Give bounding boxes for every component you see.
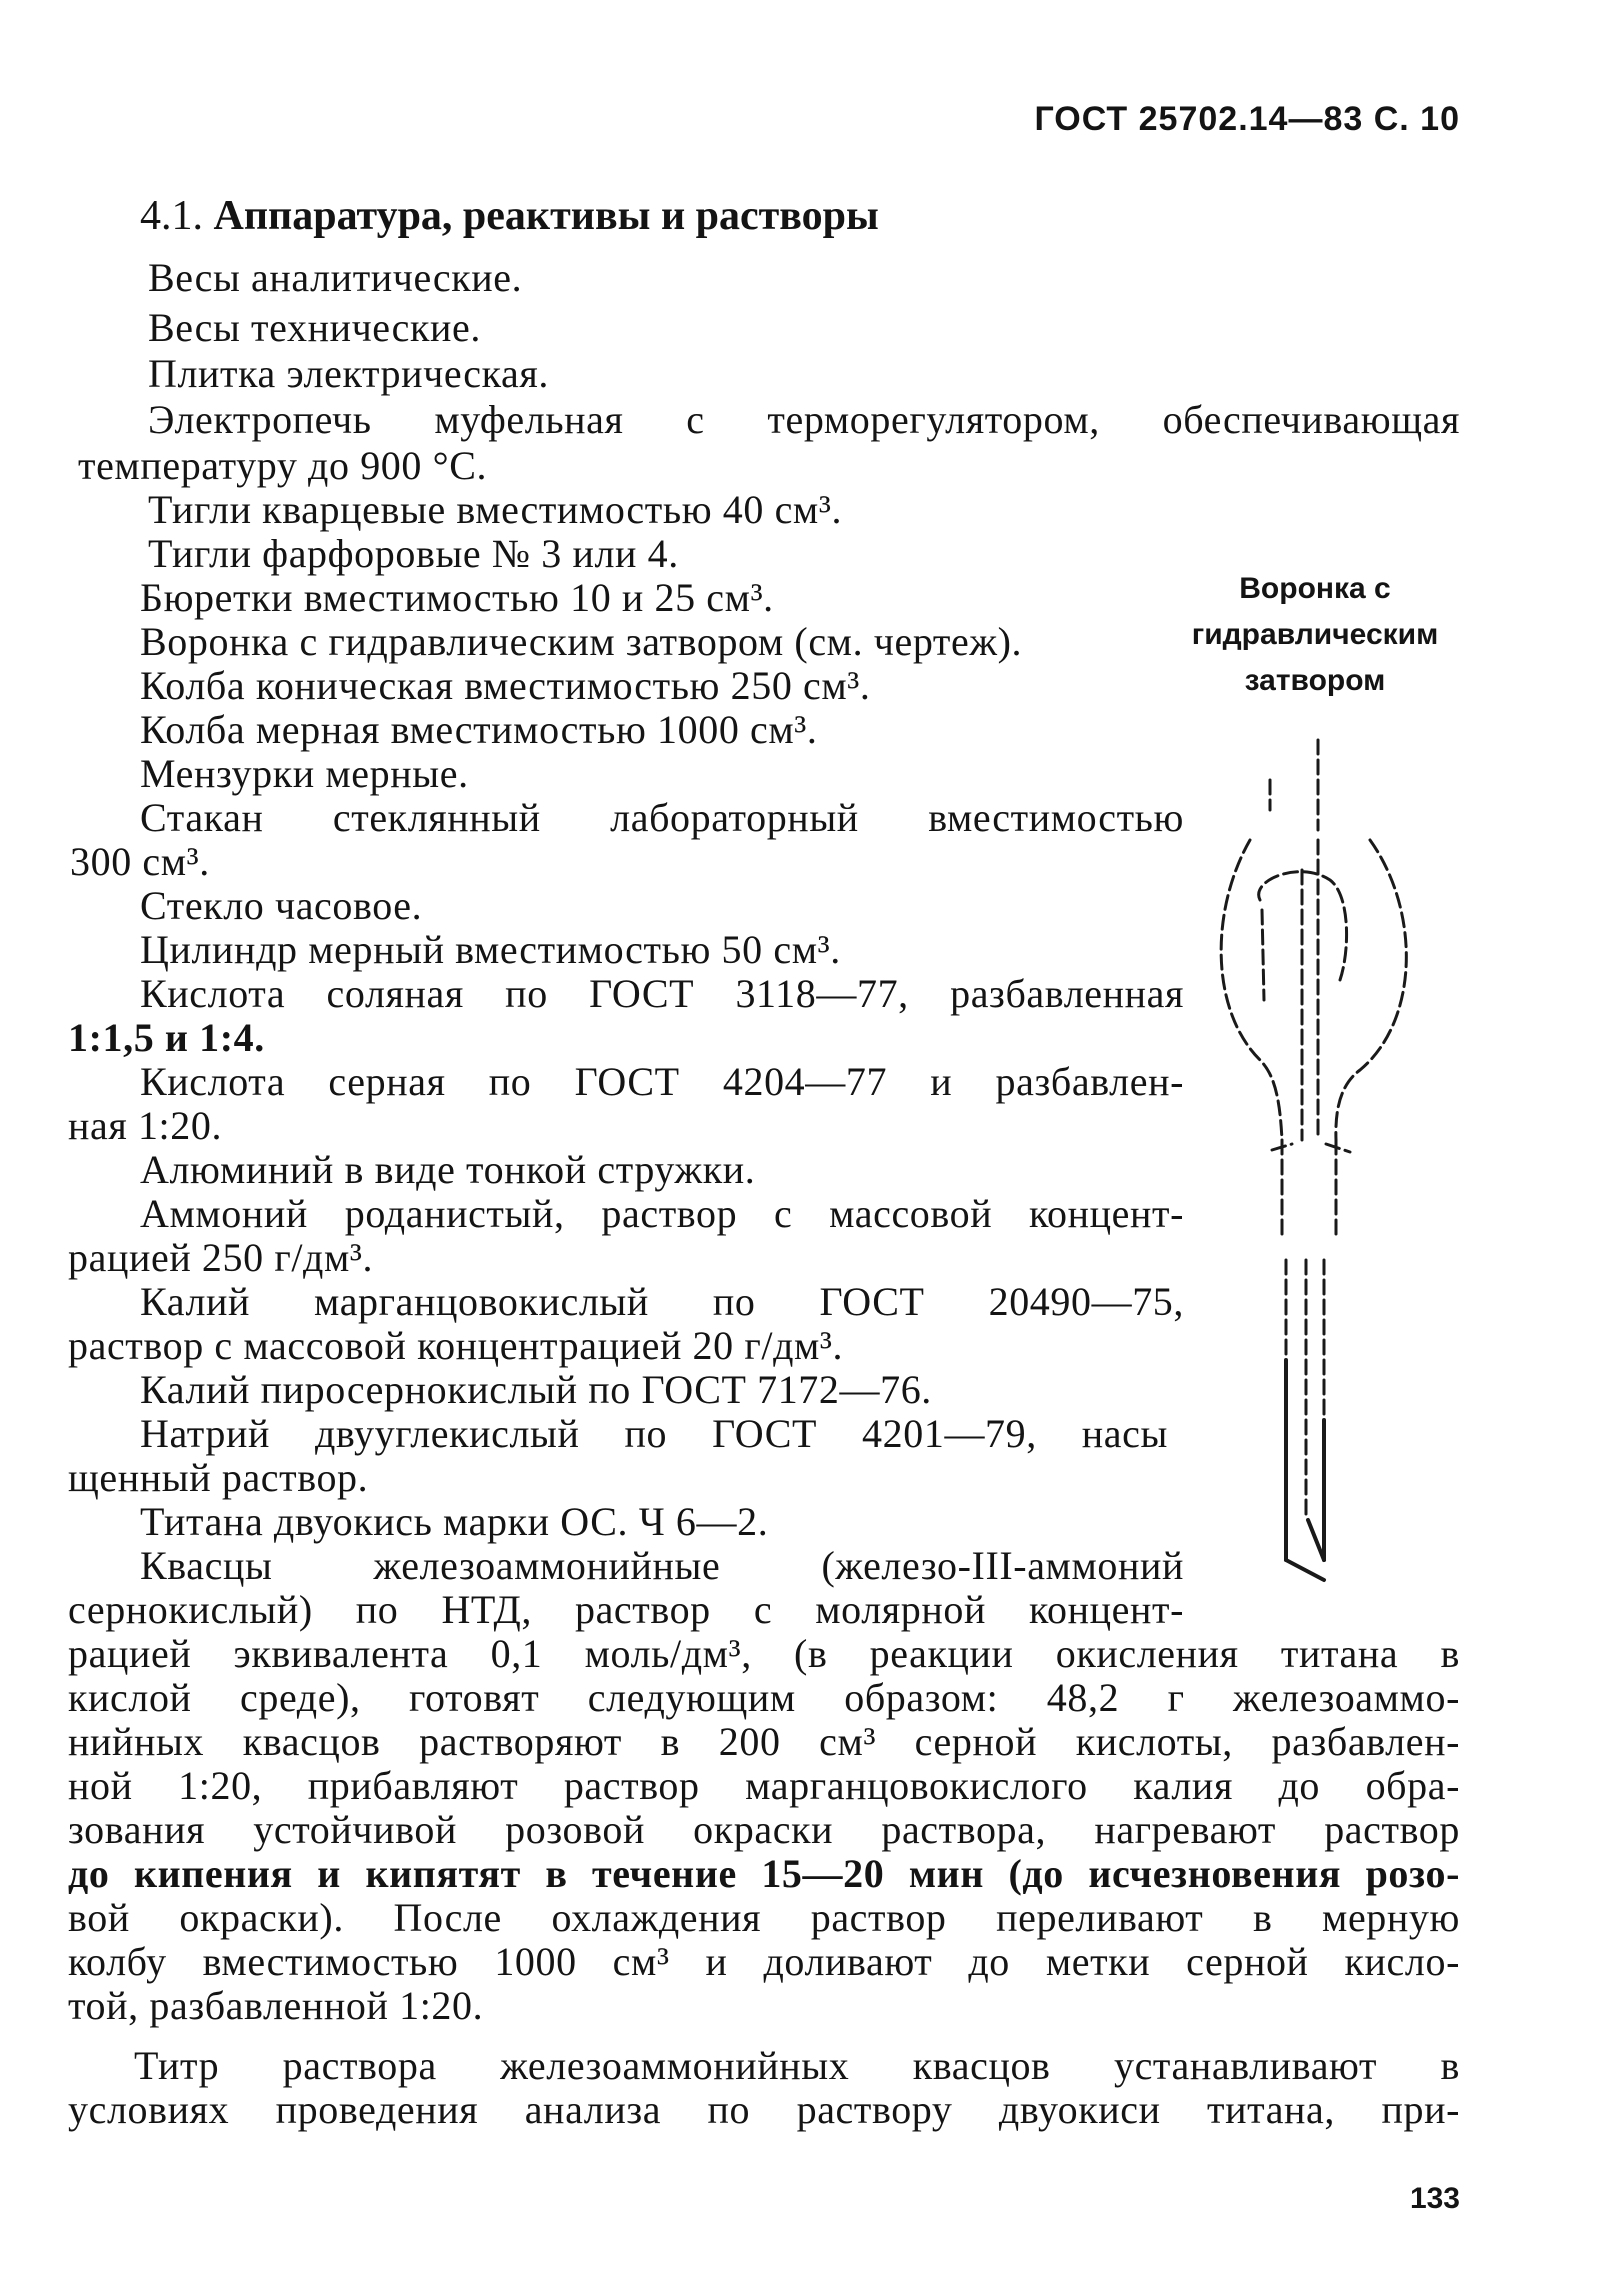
text-line: Титр раствора железоаммонийных квасцов устанавливают в [134,2043,1460,2088]
text-line: до кипения и кипятят в течение 15—20 мин (до исчезновения розо- [68,1851,1460,1896]
funnel-drawing [1190,720,1430,1600]
text-line: условиях проведения анализа по раствору двуокиси титана, при- [68,2087,1460,2132]
section-number: 4.1. [140,193,203,239]
text-line: Колба мерная вместимостью 1000 см³. [140,707,818,752]
caption-line: Воронка с [1239,572,1391,605]
text-line: Весы технические. [148,305,481,350]
text-line: вой окраски). После охлаждения раствор переливают в мерную [68,1895,1460,1940]
text-line: Воронка с гидравлическим затвором (см. чертеж). [140,619,1023,664]
text-line: 1:1,5 и 1:4. [68,1015,265,1060]
text-line: Тигли кварцевые вместимостью 40 см³. [148,487,843,532]
page-number: 133 [1409,2182,1460,2215]
text-line: Титана двуокись марки ОС. Ч 6—2. [140,1499,769,1544]
text-line: ная 1:20. [68,1103,223,1148]
caption-line: гидравлическим [1191,618,1439,651]
text-line: Весы аналитические. [148,255,523,300]
text-line: Электропечь муфельная с терморегулятором, обеспечивающая [148,397,1460,442]
text-line: 300 см³. [70,839,210,884]
text-line: Кислота серная по ГОСТ 4204—77 и разбавлен- [140,1059,1184,1104]
text-line: Мензурки мерные. [140,751,469,796]
text-line: колбу вместимостью 1000 см³ и доливают до метки серной кисло- [68,1939,1460,1984]
text-line: раствор с массовой концентрацией 20 г/дм³. [68,1323,844,1368]
text-line: Квасцы железоаммонийные (железо-III-аммоний [140,1543,1184,1588]
page-header: ГОСТ 25702.14—83 С. 10 [1034,100,1460,138]
text-line: той, разбавленной 1:20. [68,1983,484,2028]
text-line: нийных квасцов растворяют в 200 см³ серной кислоты, разбавлен- [68,1719,1460,1764]
text-line: температуру до 900 °С. [78,443,488,488]
text-line: Цилиндр мерный вместимостью 50 см³. [140,927,841,972]
text-line: Колба коническая вместимостью 250 см³. [140,663,871,708]
text-line: Стекло часовое. [140,883,423,928]
text-line: Стакан стеклянный лабораторный вместимостью [140,795,1184,840]
figure-caption [1180,566,1450,704]
text-line: Алюминий в виде тонкой стружки. [140,1147,756,1192]
text-line: Калий марганцовокислый по ГОСТ 20490—75, [140,1279,1184,1324]
text-line: щенный раствор. [68,1455,369,1500]
text-line: Натрий двууглекислый по ГОСТ 4201—79, насы [140,1411,1168,1456]
text-line: кислой среде), готовят следующим образом: 48,2 г железоаммо- [68,1675,1460,1720]
section-heading [140,192,879,240]
text-line: ной 1:20, прибавляют раствор марганцовокислого калия до обра- [68,1763,1460,1808]
text-line: Бюретки вместимостью 10 и 25 см³. [140,575,774,620]
text-line: Плитка электрическая. [148,351,549,396]
section-title: Аппаратура, реактивы и растворы [213,193,879,239]
text-line: рацией 250 г/дм³. [68,1235,374,1280]
text-line: Кислота соляная по ГОСТ 3118—77, разбавленная [140,971,1184,1016]
caption-line: затвором [1244,664,1386,697]
text-line: сернокислый) по НТД, раствор с молярной концент- [68,1587,1184,1632]
text-line: Тигли фарфоровые № 3 или 4. [148,531,679,576]
text-line: Калий пиросернокислый по ГОСТ 7172—76. [140,1367,932,1412]
text-line: зования устойчивой розовой окраски раствора, нагревают раствор [68,1807,1460,1852]
text-line: рацией эквивалента 0,1 моль/дм³, (в реакции окисления титана в [68,1631,1460,1676]
text-line: Аммоний роданистый, раствор с массовой концент- [140,1191,1184,1236]
